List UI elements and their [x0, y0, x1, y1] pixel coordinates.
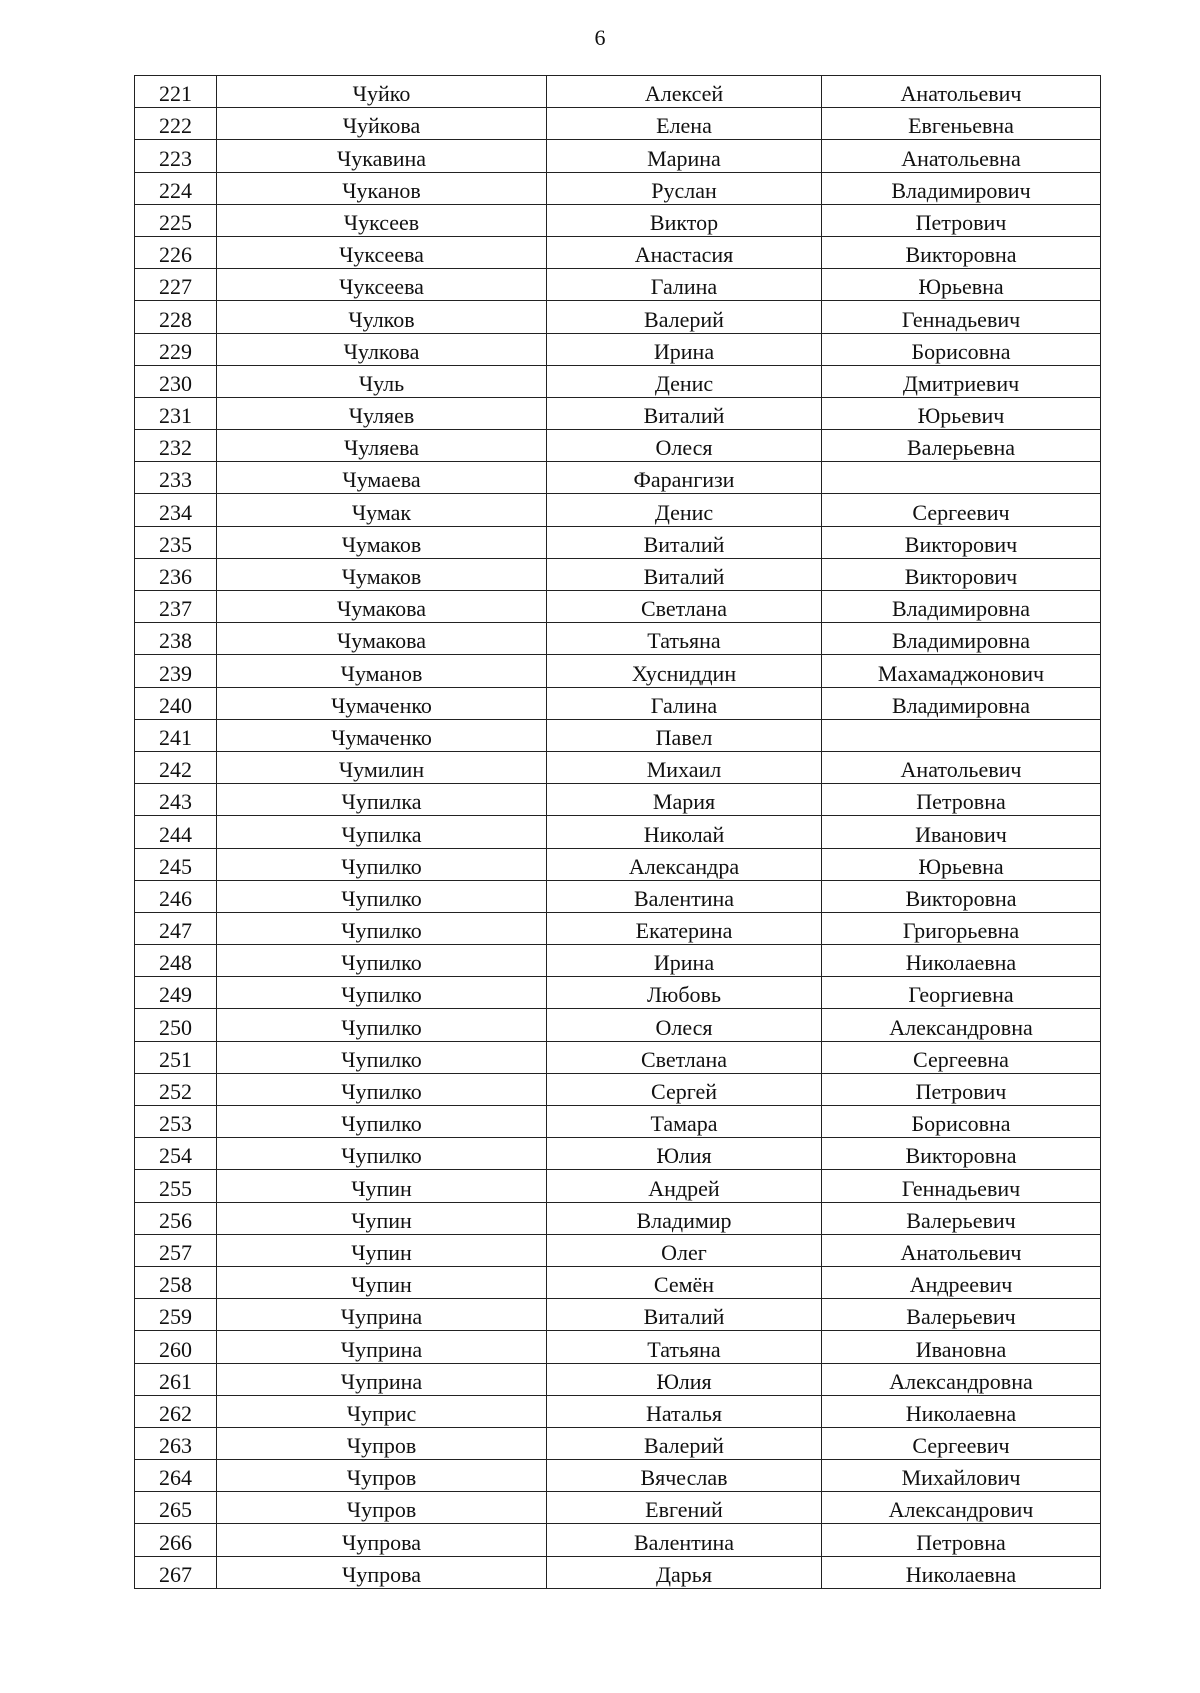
patronymic-cell: Евгеньевна	[822, 108, 1101, 140]
last-name-cell: Чупин	[217, 1170, 547, 1202]
patronymic-cell: Иванович	[822, 816, 1101, 848]
last-name-cell: Чуксеева	[217, 236, 547, 268]
patronymic-cell: Викторович	[822, 558, 1101, 590]
table-row	[135, 1073, 1101, 1105]
table-row	[135, 558, 1101, 590]
first-name-cell: Михаил	[547, 751, 822, 783]
table-row	[135, 494, 1101, 526]
last-name-cell: Чумаева	[217, 462, 547, 494]
last-name-cell: Чупилко	[217, 848, 547, 880]
first-name-cell: Мария	[547, 784, 822, 816]
row-number-cell: 225	[135, 204, 217, 236]
table-row	[135, 430, 1101, 462]
patronymic-cell	[822, 719, 1101, 751]
last-name-cell: Чуйкова	[217, 108, 547, 140]
first-name-cell: Валентина	[547, 1524, 822, 1556]
last-name-cell: Чупров	[217, 1427, 547, 1459]
first-name-cell: Любовь	[547, 977, 822, 1009]
table-row	[135, 687, 1101, 719]
patronymic-cell: Анатольевич	[822, 76, 1101, 108]
first-name-cell: Евгений	[547, 1492, 822, 1524]
first-name-cell: Олеся	[547, 1009, 822, 1041]
last-name-cell: Чумаченко	[217, 687, 547, 719]
patronymic-cell: Сергеевич	[822, 1427, 1101, 1459]
first-name-cell: Галина	[547, 269, 822, 301]
table-row	[135, 204, 1101, 236]
row-number-cell: 243	[135, 784, 217, 816]
table-row	[135, 1363, 1101, 1395]
patronymic-cell: Сергеевич	[822, 494, 1101, 526]
last-name-cell: Чуляев	[217, 397, 547, 429]
patronymic-cell: Петрович	[822, 1073, 1101, 1105]
row-number-cell: 250	[135, 1009, 217, 1041]
last-name-cell: Чукавина	[217, 140, 547, 172]
row-number-cell: 256	[135, 1202, 217, 1234]
first-name-cell: Юлия	[547, 1363, 822, 1395]
last-name-cell: Чулков	[217, 301, 547, 333]
table-row	[135, 236, 1101, 268]
last-name-cell: Чупин	[217, 1266, 547, 1298]
last-name-cell: Чупилко	[217, 977, 547, 1009]
first-name-cell: Ирина	[547, 333, 822, 365]
patronymic-cell: Николаевна	[822, 1556, 1101, 1588]
row-number-cell: 226	[135, 236, 217, 268]
first-name-cell: Фарангизи	[547, 462, 822, 494]
table-row	[135, 751, 1101, 783]
last-name-cell: Чуляева	[217, 430, 547, 462]
patronymic-cell: Петровна	[822, 784, 1101, 816]
patronymic-cell: Махамаджонович	[822, 655, 1101, 687]
row-number-cell: 249	[135, 977, 217, 1009]
row-number-cell: 246	[135, 880, 217, 912]
row-number-cell: 248	[135, 945, 217, 977]
first-name-cell: Александра	[547, 848, 822, 880]
last-name-cell: Чуприс	[217, 1395, 547, 1427]
last-name-cell: Чупилко	[217, 1073, 547, 1105]
first-name-cell: Семён	[547, 1266, 822, 1298]
first-name-cell: Валентина	[547, 880, 822, 912]
patronymic-cell: Александровна	[822, 1009, 1101, 1041]
patronymic-cell: Геннадьевич	[822, 1170, 1101, 1202]
row-number-cell: 252	[135, 1073, 217, 1105]
row-number-cell: 235	[135, 526, 217, 558]
table-row	[135, 269, 1101, 301]
patronymic-cell: Викторович	[822, 526, 1101, 558]
last-name-cell: Чумакова	[217, 591, 547, 623]
row-number-cell: 253	[135, 1106, 217, 1138]
patronymic-cell: Петрович	[822, 204, 1101, 236]
first-name-cell: Андрей	[547, 1170, 822, 1202]
table-row	[135, 623, 1101, 655]
row-number-cell: 224	[135, 172, 217, 204]
patronymic-cell: Владимировна	[822, 623, 1101, 655]
table-row	[135, 526, 1101, 558]
patronymic-cell: Анатольевич	[822, 1234, 1101, 1266]
table-row	[135, 76, 1101, 108]
patronymic-cell: Ивановна	[822, 1331, 1101, 1363]
row-number-cell: 232	[135, 430, 217, 462]
table-row	[135, 591, 1101, 623]
last-name-cell: Чупилка	[217, 784, 547, 816]
first-name-cell: Виктор	[547, 204, 822, 236]
last-name-cell: Чуприна	[217, 1363, 547, 1395]
patronymic-cell: Владимировна	[822, 591, 1101, 623]
patronymic-cell: Александрович	[822, 1492, 1101, 1524]
table-row	[135, 333, 1101, 365]
table-row	[135, 945, 1101, 977]
patronymic-cell: Георгиевна	[822, 977, 1101, 1009]
first-name-cell: Марина	[547, 140, 822, 172]
first-name-cell: Валерий	[547, 1427, 822, 1459]
row-number-cell: 259	[135, 1299, 217, 1331]
first-name-cell: Олег	[547, 1234, 822, 1266]
table-row	[135, 1041, 1101, 1073]
last-name-cell: Чупрова	[217, 1524, 547, 1556]
last-name-cell: Чумаков	[217, 526, 547, 558]
table-row	[135, 1460, 1101, 1492]
patronymic-cell: Григорьевна	[822, 912, 1101, 944]
last-name-cell: Чупилко	[217, 1041, 547, 1073]
last-name-cell: Чуканов	[217, 172, 547, 204]
first-name-cell: Ирина	[547, 945, 822, 977]
table-row	[135, 365, 1101, 397]
patronymic-cell: Михайлович	[822, 1460, 1101, 1492]
row-number-cell: 264	[135, 1460, 217, 1492]
row-number-cell: 260	[135, 1331, 217, 1363]
first-name-cell: Валерий	[547, 301, 822, 333]
row-number-cell: 223	[135, 140, 217, 172]
last-name-cell: Чупилко	[217, 945, 547, 977]
patronymic-cell: Анатольевич	[822, 751, 1101, 783]
table-row	[135, 462, 1101, 494]
row-number-cell: 267	[135, 1556, 217, 1588]
first-name-cell: Виталий	[547, 1299, 822, 1331]
first-name-cell: Галина	[547, 687, 822, 719]
last-name-cell: Чуйко	[217, 76, 547, 108]
patronymic-cell: Юрьевич	[822, 397, 1101, 429]
last-name-cell: Чумаченко	[217, 719, 547, 751]
last-name-cell: Чумаков	[217, 558, 547, 590]
first-name-cell: Екатерина	[547, 912, 822, 944]
table-row	[135, 977, 1101, 1009]
page-number: 6	[594, 25, 606, 50]
first-name-cell: Алексей	[547, 76, 822, 108]
last-name-cell: Чупилко	[217, 880, 547, 912]
last-name-cell: Чупилко	[217, 1106, 547, 1138]
first-name-cell: Денис	[547, 365, 822, 397]
row-number-cell: 228	[135, 301, 217, 333]
last-name-cell: Чуксеева	[217, 269, 547, 301]
patronymic-cell: Юрьевна	[822, 269, 1101, 301]
row-number-cell: 240	[135, 687, 217, 719]
row-number-cell: 242	[135, 751, 217, 783]
last-name-cell: Чупрова	[217, 1556, 547, 1588]
last-name-cell: Чуксеев	[217, 204, 547, 236]
first-name-cell: Павел	[547, 719, 822, 751]
patronymic-cell: Андреевич	[822, 1266, 1101, 1298]
first-name-cell: Руслан	[547, 172, 822, 204]
table-row	[135, 397, 1101, 429]
table-row	[135, 1234, 1101, 1266]
table-row	[135, 140, 1101, 172]
last-name-cell: Чулкова	[217, 333, 547, 365]
row-number-cell: 251	[135, 1041, 217, 1073]
patronymic-cell: Александровна	[822, 1363, 1101, 1395]
first-name-cell: Наталья	[547, 1395, 822, 1427]
last-name-cell: Чуманов	[217, 655, 547, 687]
row-number-cell: 237	[135, 591, 217, 623]
first-name-cell: Владимир	[547, 1202, 822, 1234]
table-row	[135, 1138, 1101, 1170]
row-number-cell: 221	[135, 76, 217, 108]
patronymic-cell: Борисовна	[822, 333, 1101, 365]
table-row	[135, 848, 1101, 880]
first-name-cell: Елена	[547, 108, 822, 140]
table-row	[135, 1299, 1101, 1331]
last-name-cell: Чупров	[217, 1492, 547, 1524]
patronymic-cell: Викторовна	[822, 1138, 1101, 1170]
row-number-cell: 238	[135, 623, 217, 655]
row-number-cell: 247	[135, 912, 217, 944]
table-row	[135, 784, 1101, 816]
row-number-cell: 255	[135, 1170, 217, 1202]
patronymic-cell: Владимировна	[822, 687, 1101, 719]
last-name-cell: Чупилко	[217, 1138, 547, 1170]
last-name-cell: Чупров	[217, 1460, 547, 1492]
first-name-cell: Олеся	[547, 430, 822, 462]
row-number-cell: 262	[135, 1395, 217, 1427]
table-row	[135, 1427, 1101, 1459]
table-row	[135, 301, 1101, 333]
row-number-cell: 254	[135, 1138, 217, 1170]
last-name-cell: Чумилин	[217, 751, 547, 783]
row-number-cell: 222	[135, 108, 217, 140]
row-number-cell: 265	[135, 1492, 217, 1524]
patronymic-cell: Геннадьевич	[822, 301, 1101, 333]
table-row	[135, 655, 1101, 687]
patronymic-cell	[822, 462, 1101, 494]
row-number-cell: 257	[135, 1234, 217, 1266]
patronymic-cell: Сергеевна	[822, 1041, 1101, 1073]
table-row	[135, 1202, 1101, 1234]
patronymic-cell: Валерьевна	[822, 430, 1101, 462]
last-name-cell: Чупилка	[217, 816, 547, 848]
patronymic-cell: Петровна	[822, 1524, 1101, 1556]
first-name-cell: Дарья	[547, 1556, 822, 1588]
row-number-cell: 234	[135, 494, 217, 526]
table-row	[135, 1331, 1101, 1363]
last-name-cell: Чупилко	[217, 1009, 547, 1041]
table-row	[135, 172, 1101, 204]
last-name-cell: Чуприна	[217, 1331, 547, 1363]
first-name-cell: Татьяна	[547, 623, 822, 655]
table-row	[135, 1395, 1101, 1427]
first-name-cell: Хусниддин	[547, 655, 822, 687]
row-number-cell: 227	[135, 269, 217, 301]
table-row	[135, 1170, 1101, 1202]
patronymic-cell: Анатольевна	[822, 140, 1101, 172]
row-number-cell: 231	[135, 397, 217, 429]
row-number-cell: 229	[135, 333, 217, 365]
names-table	[134, 75, 1101, 1589]
last-name-cell: Чупин	[217, 1234, 547, 1266]
row-number-cell: 258	[135, 1266, 217, 1298]
first-name-cell: Вячеслав	[547, 1460, 822, 1492]
row-number-cell: 263	[135, 1427, 217, 1459]
first-name-cell: Виталий	[547, 397, 822, 429]
row-number-cell: 241	[135, 719, 217, 751]
first-name-cell: Анастасия	[547, 236, 822, 268]
patronymic-cell: Владимирович	[822, 172, 1101, 204]
row-number-cell: 244	[135, 816, 217, 848]
table-row	[135, 1009, 1101, 1041]
first-name-cell: Юлия	[547, 1138, 822, 1170]
first-name-cell: Сергей	[547, 1073, 822, 1105]
table-row	[135, 1492, 1101, 1524]
table-row	[135, 1556, 1101, 1588]
last-name-cell: Чупилко	[217, 912, 547, 944]
row-number-cell: 239	[135, 655, 217, 687]
table-row	[135, 719, 1101, 751]
row-number-cell: 233	[135, 462, 217, 494]
names-table-body	[135, 76, 1101, 1589]
first-name-cell: Светлана	[547, 1041, 822, 1073]
patronymic-cell: Борисовна	[822, 1106, 1101, 1138]
table-row	[135, 912, 1101, 944]
patronymic-cell: Валерьевич	[822, 1299, 1101, 1331]
table-row	[135, 1524, 1101, 1556]
first-name-cell: Виталий	[547, 558, 822, 590]
first-name-cell: Тамара	[547, 1106, 822, 1138]
first-name-cell: Татьяна	[547, 1331, 822, 1363]
patronymic-cell: Валерьевич	[822, 1202, 1101, 1234]
patronymic-cell: Николаевна	[822, 1395, 1101, 1427]
table-row	[135, 1106, 1101, 1138]
patronymic-cell: Дмитриевич	[822, 365, 1101, 397]
last-name-cell: Чуприна	[217, 1299, 547, 1331]
row-number-cell: 266	[135, 1524, 217, 1556]
row-number-cell: 230	[135, 365, 217, 397]
first-name-cell: Денис	[547, 494, 822, 526]
patronymic-cell: Николаевна	[822, 945, 1101, 977]
first-name-cell: Николай	[547, 816, 822, 848]
table-row	[135, 880, 1101, 912]
last-name-cell: Чумакова	[217, 623, 547, 655]
patronymic-cell: Викторовна	[822, 880, 1101, 912]
first-name-cell: Светлана	[547, 591, 822, 623]
row-number-cell: 261	[135, 1363, 217, 1395]
table-row	[135, 1266, 1101, 1298]
last-name-cell: Чуль	[217, 365, 547, 397]
patronymic-cell: Викторовна	[822, 236, 1101, 268]
last-name-cell: Чупин	[217, 1202, 547, 1234]
table-row	[135, 816, 1101, 848]
first-name-cell: Виталий	[547, 526, 822, 558]
table-row	[135, 108, 1101, 140]
last-name-cell: Чумак	[217, 494, 547, 526]
patronymic-cell: Юрьевна	[822, 848, 1101, 880]
row-number-cell: 245	[135, 848, 217, 880]
row-number-cell: 236	[135, 558, 217, 590]
